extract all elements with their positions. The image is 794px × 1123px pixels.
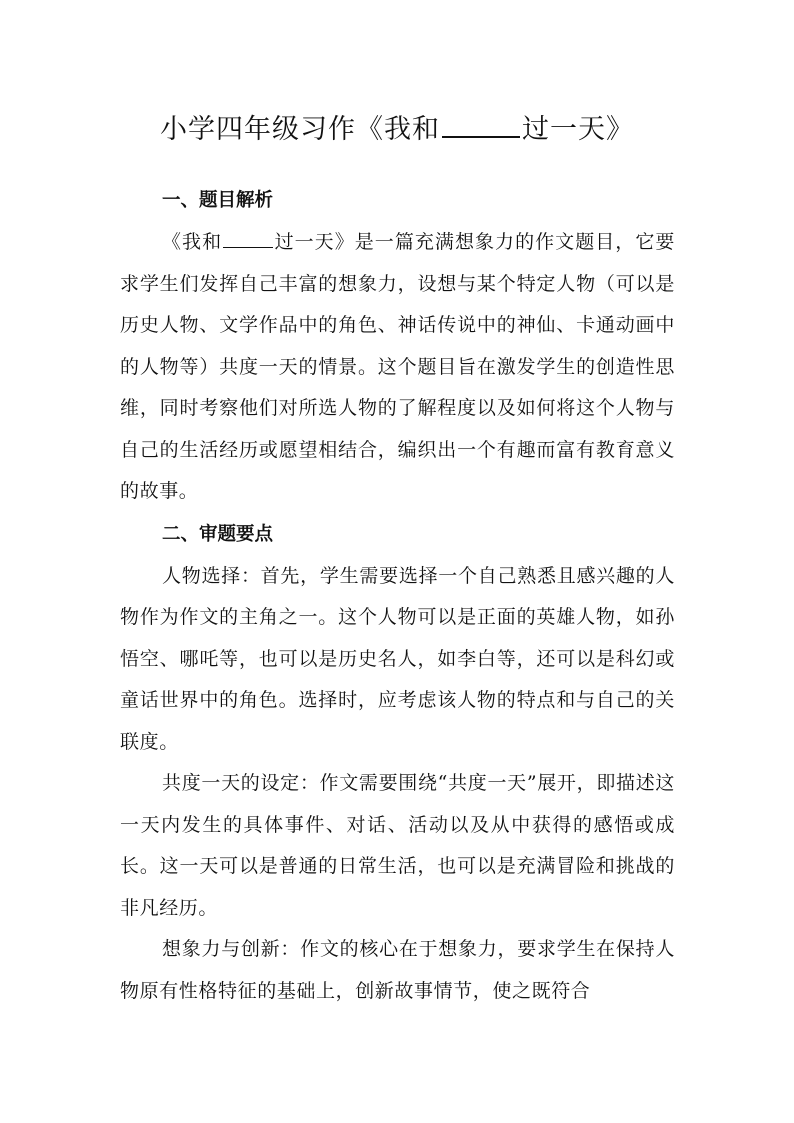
document-title: [0, 110, 794, 150]
paragraph-text-before: 《我和: [162, 231, 223, 253]
paragraph-character-choice: 人物选择：首先，学生需要选择一个自己熟悉且感兴趣的人物作为作文的主角之一。这个人物可以是正面的英雄人物，如孙悟空、哪吒等，也可以是历史名人，如李白等，还可以是科幻或童话世界中的角色。选择时，应考虑该人物的特点和与自己的关联度。: [120, 564, 675, 753]
paragraph-imagination: 想象力与创新：作文的核心在于想象力，要求学生在保持人物原有性格特征的基础上，创新故事情节，使之既符合: [120, 938, 675, 1002]
section-heading-key-points: 二、审题要点: [162, 523, 274, 545]
title-text-before: 小学四年级习作《我和: [160, 114, 440, 146]
paragraph-analysis: [120, 222, 675, 513]
section-heading-analysis: 一、题目解析: [162, 190, 274, 211]
document-body: [120, 179, 675, 1012]
paragraph-day-setting: 共度一天的设定：作文需要围绕“共度一天”展开，即描述这一天内发生的具体事件、对话、活动以及从中获得的感悟或成长。这一天可以是普通的日常生活，也可以是充满冒险和挑战的非凡经历。: [120, 772, 675, 919]
paragraph-text-after: 过一天》是一篇充满想象力的作文题目，它要求学生们发挥自己丰富的想象力，设想与某个特定人物（可以是历史人物、文学作品中的角色、神话传说中的神仙、卡通动画中的人物等）共度一天的情景。这个题目旨在激发学生的创造性思维，同时考察他们对所选人物的了解程度以及如何将这个人物与自己的生活经历或愿望相结合，编织出一个有趣而富有教育意义的故事。: [120, 231, 675, 502]
paragraph-blank-underline: [223, 246, 273, 248]
title-blank-underline: [442, 135, 520, 138]
title-text-after: 过一天》: [522, 114, 634, 146]
